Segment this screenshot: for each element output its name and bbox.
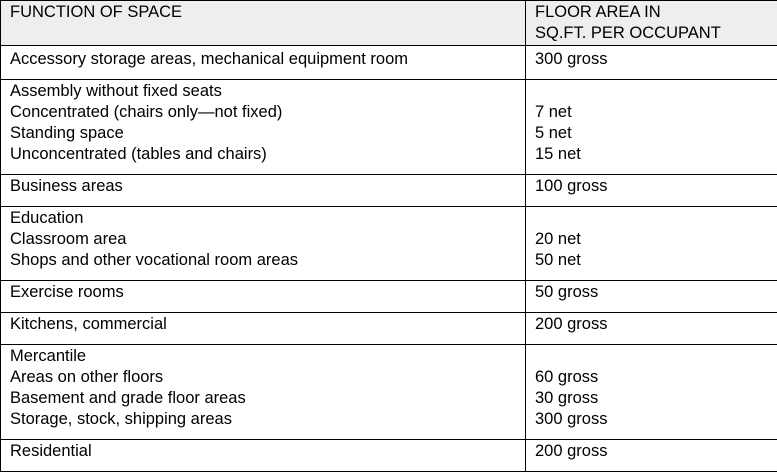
floor-area-line: 15 net	[535, 144, 768, 165]
floor-area-line: 200 gross	[535, 441, 768, 462]
function-line: Unconcentrated (tables and chairs)	[10, 144, 516, 165]
floor-area-line: 300 gross	[535, 49, 768, 70]
function-cell	[1, 281, 526, 313]
function-line: Business areas	[10, 176, 516, 197]
floor-area-line	[535, 208, 768, 229]
floor-area-line: 200 gross	[535, 314, 768, 335]
function-line: Exercise rooms	[10, 282, 516, 303]
function-line: Kitchens, commercial	[10, 314, 516, 335]
function-cell	[1, 175, 526, 207]
floor-area-cell	[526, 313, 777, 345]
floor-area-cell	[526, 80, 777, 175]
table-row	[1, 80, 777, 175]
header-floor-area	[526, 1, 777, 46]
function-cell	[1, 80, 526, 175]
function-line: Storage, stock, shipping areas	[10, 409, 516, 430]
function-line: Shops and other vocational room areas	[10, 250, 516, 271]
table-row	[1, 440, 777, 472]
floor-area-cell	[526, 281, 777, 313]
floor-area-line: 20 net	[535, 229, 768, 250]
function-cell	[1, 46, 526, 80]
floor-area-line: 50 net	[535, 250, 768, 271]
floor-area-line: 300 gross	[535, 409, 768, 430]
header-area-line-1: FLOOR AREA IN	[535, 2, 768, 23]
function-line: Areas on other floors	[10, 367, 516, 388]
table-row	[1, 345, 777, 440]
function-line: Accessory storage areas, mechanical equipment room	[10, 49, 516, 70]
function-line: Standing space	[10, 123, 516, 144]
function-line: Mercantile	[10, 346, 516, 367]
function-line: Concentrated (chairs only—not fixed)	[10, 102, 516, 123]
floor-area-line: 7 net	[535, 102, 768, 123]
function-line: Education	[10, 208, 516, 229]
floor-area-line: 100 gross	[535, 176, 768, 197]
table-row	[1, 281, 777, 313]
function-line: Basement and grade floor areas	[10, 388, 516, 409]
table-row	[1, 175, 777, 207]
function-cell	[1, 440, 526, 472]
floor-area-line	[535, 81, 768, 102]
function-cell	[1, 207, 526, 281]
table-row	[1, 313, 777, 345]
floor-area-cell	[526, 175, 777, 207]
function-line: Residential	[10, 441, 516, 462]
floor-area-line: 60 gross	[535, 367, 768, 388]
table-body	[1, 46, 777, 472]
floor-area-line: 5 net	[535, 123, 768, 144]
function-line: Classroom area	[10, 229, 516, 250]
floor-area-line: 30 gross	[535, 388, 768, 409]
function-cell	[1, 345, 526, 440]
function-line: Assembly without fixed seats	[10, 81, 516, 102]
header-area-line-2: SQ.FT. PER OCCUPANT	[535, 23, 768, 44]
floor-area-cell	[526, 46, 777, 80]
header-function-of-space	[1, 1, 526, 46]
floor-area-cell	[526, 440, 777, 472]
table-header-row	[1, 1, 777, 46]
floor-area-cell	[526, 207, 777, 281]
function-cell	[1, 313, 526, 345]
table-row	[1, 207, 777, 281]
floor-area-cell	[526, 345, 777, 440]
header-function-label: FUNCTION OF SPACE	[10, 2, 516, 23]
floor-area-line: 50 gross	[535, 282, 768, 303]
floor-area-line	[535, 346, 768, 367]
table-row	[1, 46, 777, 80]
